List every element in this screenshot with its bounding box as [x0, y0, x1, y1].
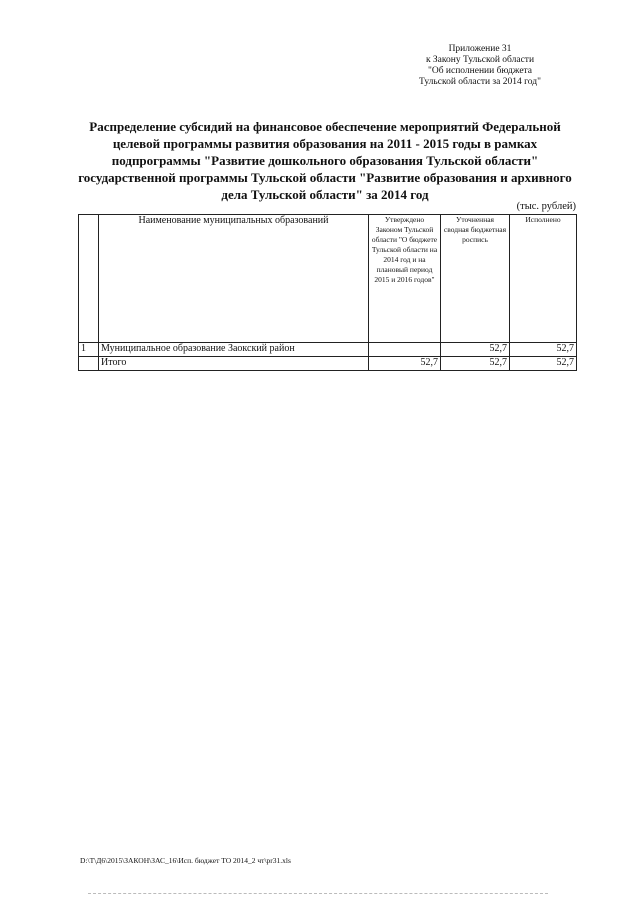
scan-artifact-line — [88, 893, 548, 895]
title-line: подпрограммы "Развитие дошкольного образования Тульской области" — [111, 153, 539, 168]
title-line: дела Тульской области" за 2014 год — [221, 187, 429, 202]
row-index: 1 — [79, 343, 99, 357]
file-path: D:\Т\Д6\2015\ЗАКОН\ЗАС_16\Исп. бюджет ТО 2014_2 чт\pr31.xls — [80, 856, 291, 865]
row-approved — [369, 343, 441, 357]
title-line: Распределение субсидий на финансовое обеспечение мероприятий Федеральной — [89, 119, 561, 134]
row-refined: 52,7 — [441, 343, 510, 357]
total-name: Итого — [99, 357, 369, 371]
row-name: Муниципальное образование Заокский район — [99, 343, 369, 357]
total-refined: 52,7 — [441, 357, 510, 371]
appendix-line: "Об исполнении бюджета — [427, 66, 533, 76]
total-executed: 52,7 — [510, 357, 577, 371]
appendix-line: к Закону Тульской области — [425, 55, 535, 65]
row-executed: 52,7 — [510, 343, 577, 357]
header-refined: Уточненная сводная бюджетная роспись — [441, 215, 510, 343]
total-index-cell — [79, 357, 99, 371]
table-row — [79, 343, 577, 357]
title-line: целевой программы развития образования на 2011 - 2015 годы в рамках — [112, 136, 538, 151]
total-approved: 52,7 — [369, 357, 441, 371]
header-index-cell — [79, 215, 99, 343]
document-title — [60, 118, 590, 203]
title-line: государственной программы Тульской области "Развитие образования и архивного — [78, 170, 572, 185]
header-approved: Утверждено Законом Тульской области "О бюджете Тульской области на 2014 год и на плановый период 2015 и 2016 годов" — [369, 215, 441, 343]
header-name: Наименование муниципальных образований — [99, 215, 369, 343]
appendix-note — [400, 44, 560, 88]
appendix-line: Тульской области за 2014 год" — [419, 77, 541, 87]
table-total-row — [79, 357, 577, 371]
table-header-row — [79, 215, 577, 343]
subsidy-table — [78, 214, 577, 371]
appendix-line: Приложение 31 — [448, 44, 512, 54]
units-label: (тыс. рублей) — [516, 201, 576, 212]
header-executed: Исполнено — [510, 215, 577, 343]
